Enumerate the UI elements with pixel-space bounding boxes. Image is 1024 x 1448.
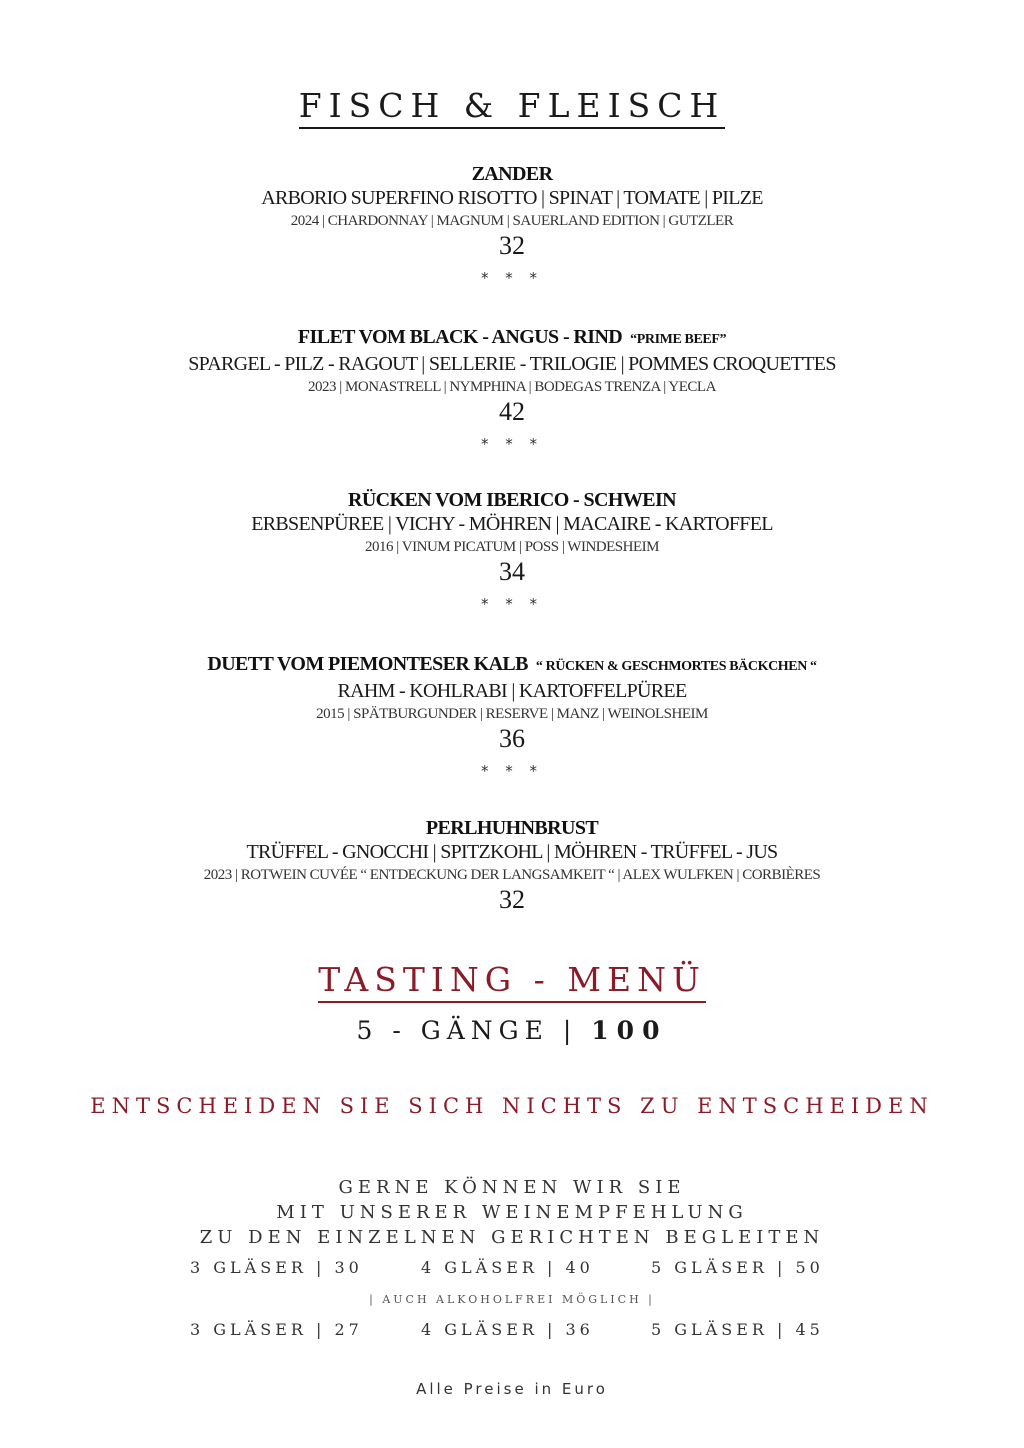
dish-wine: 2024 | CHARDONNAY | MAGNUM | SAUERLAND EDITION | GUTZLER [290, 213, 734, 229]
tasting-menu-courses: 5 - GÄNGE | 100 [356, 1016, 668, 1045]
dish-sides: ARBORIO SUPERFINO RISOTTO | SPINAT | TOMATE | PILZE [261, 187, 763, 209]
pairing-option: 4 GLÄSER | 40 [421, 1258, 594, 1277]
dish-price: 32 [499, 231, 525, 260]
dish-name: ZANDER [471, 163, 553, 185]
wine-pairing-text: GERNE KÖNNEN WIR SIE MIT UNSERER WEINEMPFEHLUNG ZU DEN EINZELNEN GERICHTEN BEGLEITEN [199, 1177, 825, 1248]
dish-price: 32 [499, 885, 525, 914]
dish-name: RÜCKEN VOM IBERICO - SCHWEIN [347, 489, 677, 511]
dish-sides: SPARGEL - PILZ - RAGOUT | SELLERIE - TRILOGIE | POMMES CROQUETTES [188, 353, 836, 375]
dish-item [0, 488, 1024, 614]
dish-wine: 2023 | ROTWEIN CUVÉE “ ENTDECKUNG DER LANGSAMKEIT “ | ALEX WULFKEN | CORBIÈRES [203, 867, 821, 883]
separator: * * * [480, 595, 544, 613]
dish-item [0, 652, 1024, 781]
dish-note: “PRIME BEEF” [630, 332, 727, 347]
alcohol-free-options [0, 1320, 1024, 1344]
wine-pairing-options [0, 1258, 1024, 1282]
tasting-menu-title: TASTING - MENÜ [0, 960, 1024, 999]
dish-item [0, 162, 1024, 288]
dish-wine: 2016 | VINUM PICATUM | POSS | WINDESHEIM [365, 539, 659, 555]
dish-price: 42 [499, 397, 525, 426]
dish-name: FILET VOM BLACK - ANGUS - RIND “PRIME BEEF” [297, 326, 727, 348]
dish-name: DUETT VOM PIEMONTESER KALB “ RÜCKEN & GESCHMORTES BÄCKCHEN “ [207, 653, 817, 675]
separator: * * * [480, 269, 544, 287]
dish-price: 34 [499, 557, 525, 586]
tasting-menu-price: 100 [591, 1016, 668, 1045]
dish-sides: RAHM - KOHLRABI | KARTOFFELPÜREE [337, 680, 687, 702]
dish-wine: 2023 | MONASTRELL | NYMPHINA | BODEGAS TRENZA | YECLA [308, 379, 716, 395]
pairing-option: 3 GLÄSER | 27 [190, 1320, 363, 1339]
dish-wine: 2015 | SPÄTBURGUNDER | RESERVE | MANZ | WEINOLSHEIM [316, 706, 708, 722]
dish-item [0, 816, 1024, 914]
price-footer: Alle Preise in Euro [416, 1380, 608, 1398]
pairing-option: 4 GLÄSER | 36 [421, 1320, 594, 1339]
dish-note: “ RÜCKEN & GESCHMORTES BÄCKCHEN “ [535, 659, 817, 674]
alcohol-free-note: | AUCH ALKOHOLFREI MÖGLICH | [369, 1293, 655, 1306]
pairing-option: 5 GLÄSER | 45 [651, 1320, 824, 1339]
pairing-option: 3 GLÄSER | 30 [190, 1258, 363, 1277]
dish-item [0, 325, 1024, 454]
separator: * * * [480, 435, 544, 453]
tasting-tagline: ENTSCHEIDEN SIE SICH NICHTS ZU ENTSCHEIDEN [90, 1094, 934, 1118]
dish-price: 36 [499, 724, 525, 753]
separator: * * * [480, 762, 544, 780]
section-title: FISCH & FLEISCH [0, 86, 1024, 125]
dish-sides: TRÜFFEL - GNOCCHI | SPITZKOHL | MÖHREN - TRÜFFEL - JUS [246, 841, 778, 863]
pairing-option: 5 GLÄSER | 50 [651, 1258, 824, 1277]
dish-sides: ERBSENPÜREE | VICHY - MÖHREN | MACAIRE - KARTOFFEL [251, 513, 773, 535]
dish-name: PERLHUHNBRUST [425, 817, 599, 839]
